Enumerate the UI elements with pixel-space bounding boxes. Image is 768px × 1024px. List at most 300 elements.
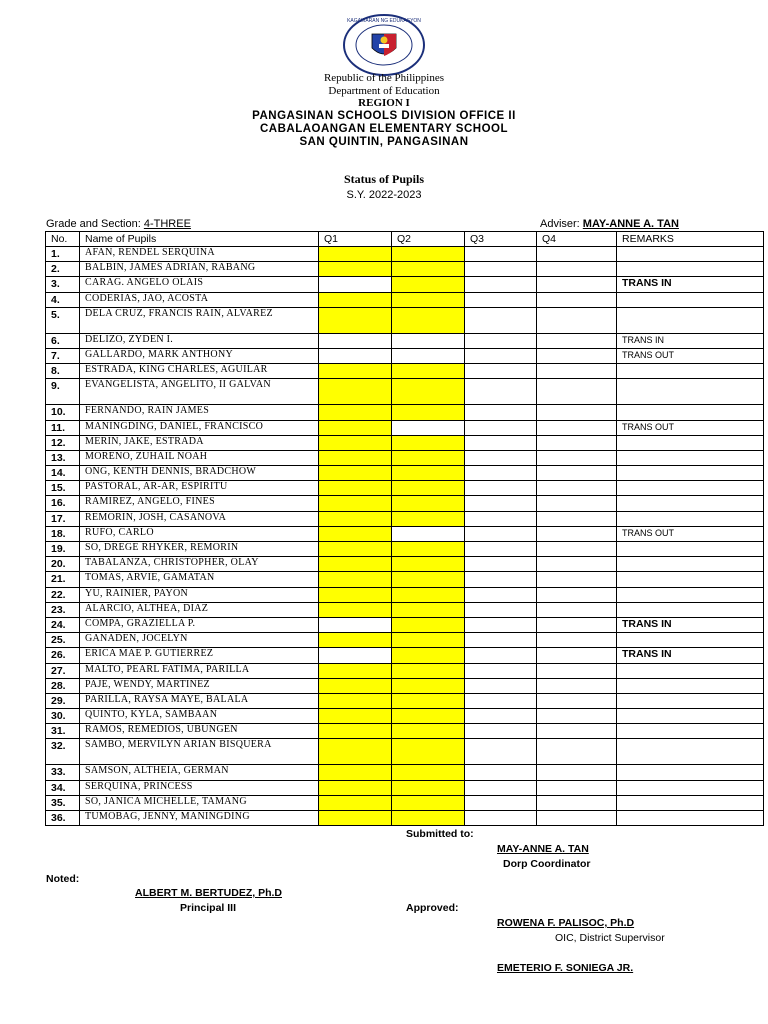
pupil-name: PARILLA, RAYSA MAYE, BALALA [80,693,319,708]
pupil-name: TABALANZA, CHRISTOPHER, OLAY [80,557,319,572]
pupil-name: ONG, KENTH DENNIS, BRADCHOW [80,466,319,481]
q1-cell [319,466,392,481]
pupil-name: GANADEN, JOCELYN [80,633,319,648]
q3-cell [465,348,537,363]
row-number: 22. [46,587,80,602]
q1-cell [319,496,392,511]
table-row [46,379,764,405]
q2-cell [392,333,465,348]
pupil-name: ESTRADA, KING CHARLES, AGUILAR [80,364,319,379]
remarks-cell [617,678,764,693]
q4-cell [537,765,617,780]
pupil-name: MANINGDING, DANIEL, FRANCISCO [80,420,319,435]
remarks-cell [617,765,764,780]
pupil-name: DELA CRUZ, FRANCIS RAIN, ALVAREZ [80,307,319,333]
remarks-cell: TRANS IN [617,277,764,292]
region-line: REGION I [358,97,410,109]
q2-cell [392,307,465,333]
pupil-name: ERICA MAE P. GUTIERREZ [80,648,319,663]
grade-label: Grade and Section: [46,218,144,230]
row-number: 11. [46,420,80,435]
q3-cell [465,709,537,724]
q2-cell [392,780,465,795]
q3-cell [465,496,537,511]
q3-cell [465,602,537,617]
table-row [46,765,764,780]
q2-cell [392,724,465,739]
q4-cell [537,587,617,602]
row-number: 20. [46,557,80,572]
q1-cell [319,678,392,693]
pupil-name: RUFO, CARLO [80,526,319,541]
row-number: 19. [46,542,80,557]
q4-cell [537,496,617,511]
q1-cell [319,364,392,379]
table-row [46,633,764,648]
table-row [46,724,764,739]
q2-cell [392,739,465,765]
col-q3: Q3 [465,232,537,247]
q1-cell [319,450,392,465]
division-line: PANGASINAN SCHOOLS DIVISION OFFICE II [252,110,516,122]
q2-cell [392,795,465,810]
col-no: No. [46,232,80,247]
remarks-cell: TRANS OUT [617,526,764,541]
q1-cell [319,602,392,617]
q4-cell [537,450,617,465]
q3-cell [465,811,537,826]
pupil-name: CARAG. ANGELO OLAIS [80,277,319,292]
q3-cell [465,724,537,739]
q3-cell [465,277,537,292]
q3-cell [465,247,537,262]
remarks-cell [617,262,764,277]
q1-cell [319,633,392,648]
q2-cell [392,511,465,526]
q2-cell [392,693,465,708]
q4-cell [537,247,617,262]
row-number: 18. [46,526,80,541]
q4-cell [537,542,617,557]
table-row [46,526,764,541]
remarks-cell: TRANS IN [617,333,764,348]
q1-cell [319,811,392,826]
row-number: 7. [46,348,80,363]
q1-cell [319,481,392,496]
location-line: SAN QUINTIN, PANGASINAN [299,136,469,148]
q2-cell [392,709,465,724]
q1-cell [319,511,392,526]
q1-cell [319,739,392,765]
pupil-name: SAMBO, MERVILYN ARIAN BISQUERA [80,739,319,765]
row-number: 24. [46,617,80,632]
remarks-cell: TRANS IN [617,617,764,632]
q3-cell [465,693,537,708]
department-line: Department of Education [328,85,440,97]
remarks-cell [617,247,764,262]
row-number: 16. [46,496,80,511]
q3-cell [465,262,537,277]
remarks-cell [617,693,764,708]
table-row [46,307,764,333]
q1-cell [319,765,392,780]
table-row [46,496,764,511]
row-number: 17. [46,511,80,526]
remarks-cell [617,379,764,405]
coordinator-title: Dorp Coordinator [503,858,591,870]
pupil-name: MALTO, PEARL FATIMA, PARILLA [80,663,319,678]
pupil-name: PAJE, WENDY, MARTINEZ [80,678,319,693]
q4-cell [537,262,617,277]
row-number: 15. [46,481,80,496]
row-number: 25. [46,633,80,648]
row-number: 23. [46,602,80,617]
col-remarks: REMARKS [617,232,764,247]
q1-cell [319,724,392,739]
q4-cell [537,557,617,572]
remarks-cell [617,542,764,557]
q3-cell [465,678,537,693]
pupil-name: SO, JANICA MICHELLE, TAMANG [80,795,319,810]
col-q4: Q4 [537,232,617,247]
table-body [46,247,764,826]
q2-cell [392,811,465,826]
table-row [46,466,764,481]
q3-cell [465,420,537,435]
q4-cell [537,693,617,708]
q1-cell [319,617,392,632]
supervisor-title: OIC, District Supervisor [555,932,665,944]
row-number: 2. [46,262,80,277]
q4-cell [537,511,617,526]
pupil-name: EVANGELISTA, ANGELITO, II GALVAN [80,379,319,405]
q4-cell [537,795,617,810]
row-number: 5. [46,307,80,333]
q2-cell [392,542,465,557]
remarks-cell: TRANS OUT [617,348,764,363]
q2-cell [392,262,465,277]
coordinator-name: MAY-ANNE A. TAN [497,843,589,855]
q3-cell [465,795,537,810]
pupil-name: SO, DREGE RHYKER, REMORIN [80,542,319,557]
pupil-name: REMORIN, JOSH, CASANOVA [80,511,319,526]
remarks-cell [617,780,764,795]
pupil-name: MERIN, JAKE, ESTRADA [80,435,319,450]
row-number: 36. [46,811,80,826]
row-number: 12. [46,435,80,450]
q4-cell [537,709,617,724]
approved-label: Approved: [406,902,459,914]
q4-cell [537,678,617,693]
q2-cell [392,420,465,435]
table-row [46,587,764,602]
q4-cell [537,648,617,663]
q2-cell [392,587,465,602]
q1-cell [319,307,392,333]
remarks-cell [617,663,764,678]
q3-cell [465,511,537,526]
row-number: 26. [46,648,80,663]
table-row [46,739,764,765]
q1-cell [319,292,392,307]
q1-cell [319,420,392,435]
remarks-cell [617,739,764,765]
q1-cell [319,780,392,795]
q3-cell [465,617,537,632]
q1-cell [319,348,392,363]
q4-cell [537,780,617,795]
remarks-cell [617,435,764,450]
q3-cell [465,572,537,587]
q4-cell [537,348,617,363]
q1-cell [319,333,392,348]
remarks-cell [617,466,764,481]
remarks-cell [617,724,764,739]
pupil-name: CODERIAS, JAO, ACOSTA [80,292,319,307]
q1-cell [319,663,392,678]
q1-cell [319,542,392,557]
q1-cell [319,693,392,708]
table-row [46,262,764,277]
q2-cell [392,247,465,262]
table-row [46,709,764,724]
last-signatory-name: EMETERIO F. SONIEGA JR. [497,962,634,974]
q2-cell [392,292,465,307]
q1-cell [319,405,392,420]
q4-cell [537,466,617,481]
pupil-name: RAMOS, REMEDIOS, UBUNGEN [80,724,319,739]
remarks-cell [617,572,764,587]
q3-cell [465,739,537,765]
q3-cell [465,435,537,450]
q3-cell [465,557,537,572]
row-number: 9. [46,379,80,405]
remarks-cell [617,602,764,617]
principal-name: ALBERT M. BERTUDEZ, Ph.D [135,887,282,899]
remarks-cell [617,795,764,810]
adviser [540,218,679,230]
remarks-cell [617,811,764,826]
q3-cell [465,633,537,648]
supervisor-name: ROWENA F. PALISOC, Ph.D [497,917,635,929]
q1-cell [319,572,392,587]
pupil-name: SERQUINA, PRINCESS [80,780,319,795]
grade-section [46,218,191,230]
remarks-cell [617,450,764,465]
q2-cell [392,348,465,363]
row-number: 8. [46,364,80,379]
q3-cell [465,526,537,541]
remarks-cell [617,557,764,572]
q1-cell [319,247,392,262]
q2-cell [392,435,465,450]
q2-cell [392,526,465,541]
q3-cell [465,663,537,678]
remarks-cell [617,633,764,648]
q4-cell [537,364,617,379]
row-number: 6. [46,333,80,348]
pupil-name: TOMAS, ARVIE, GAMATAN [80,572,319,587]
table-row [46,435,764,450]
adviser-value: MAY-ANNE A. TAN [582,218,679,230]
q2-cell [392,481,465,496]
q2-cell [392,572,465,587]
q4-cell [537,724,617,739]
q2-cell [392,617,465,632]
row-number: 10. [46,405,80,420]
table-row [46,405,764,420]
remarks-cell [617,709,764,724]
remarks-cell [617,587,764,602]
q4-cell [537,277,617,292]
q4-cell [537,420,617,435]
q4-cell [537,663,617,678]
q3-cell [465,765,537,780]
table-row [46,420,764,435]
adviser-label: Adviser: [540,218,583,230]
table-row [46,481,764,496]
grade-value: 4-THREE [143,218,191,230]
table-row [46,693,764,708]
table-row [46,542,764,557]
q1-cell [319,526,392,541]
svg-text:KAGAWARAN NG EDUKASYON: KAGAWARAN NG EDUKASYON [347,18,421,24]
q2-cell [392,678,465,693]
q4-cell [537,333,617,348]
table-row [46,247,764,262]
q3-cell [465,379,537,405]
row-number: 30. [46,709,80,724]
q1-cell [319,709,392,724]
q4-cell [537,811,617,826]
q2-cell [392,450,465,465]
q2-cell [392,633,465,648]
row-number: 1. [46,247,80,262]
q2-cell [392,364,465,379]
q3-cell [465,405,537,420]
row-number: 35. [46,795,80,810]
q1-cell [319,557,392,572]
remarks-cell [617,481,764,496]
row-number: 14. [46,466,80,481]
table-row [46,648,764,663]
pupil-name: ALARCIO, ALTHEA, DIAZ [80,602,319,617]
table-row [46,572,764,587]
pupils-status-table [45,231,764,826]
principal-title: Principal III [180,902,237,914]
table-header-row [46,232,764,247]
q4-cell [537,633,617,648]
remarks-cell: TRANS IN [617,648,764,663]
q3-cell [465,587,537,602]
school-year: S.Y. 2022-2023 [346,189,422,201]
q4-cell [537,307,617,333]
q4-cell [537,292,617,307]
q2-cell [392,466,465,481]
pupil-name: DELIZO, ZYDEN I. [80,333,319,348]
table-row [46,333,764,348]
q4-cell [537,481,617,496]
table-row [46,795,764,810]
pupil-name: GALLARDO, MARK ANTHONY [80,348,319,363]
remarks-cell [617,496,764,511]
table-row [46,617,764,632]
q3-cell [465,466,537,481]
q4-cell [537,602,617,617]
q3-cell [465,292,537,307]
q2-cell [392,557,465,572]
remarks-cell [617,511,764,526]
q4-cell [537,435,617,450]
deped-seal-logo [343,14,425,76]
table-row [46,511,764,526]
remarks-cell: TRANS OUT [617,420,764,435]
q4-cell [537,572,617,587]
q3-cell [465,364,537,379]
q1-cell [319,262,392,277]
q4-cell [537,739,617,765]
table-row [46,364,764,379]
q2-cell [392,648,465,663]
q3-cell [465,648,537,663]
submitted-to-label: Submitted to: [406,828,474,840]
table-row [46,277,764,292]
q2-cell [392,379,465,405]
row-number: 13. [46,450,80,465]
q2-cell [392,765,465,780]
row-number: 4. [46,292,80,307]
q3-cell [465,780,537,795]
q4-cell [537,526,617,541]
pupil-name: TUMOBAG, JENNY, MANINGDING [80,811,319,826]
pupil-name: AFAN, RENDEL SERQUINA [80,247,319,262]
q2-cell [392,663,465,678]
pupil-name: PASTORAL, AR-AR, ESPIRITU [80,481,319,496]
q2-cell [392,602,465,617]
remarks-cell [617,364,764,379]
table-row [46,780,764,795]
table-row [46,557,764,572]
table-row [46,292,764,307]
noted-label: Noted: [46,873,80,885]
pupil-name: BALBIN, JAMES ADRIAN, RABANG [80,262,319,277]
row-number: 29. [46,693,80,708]
q3-cell [465,333,537,348]
q2-cell [392,277,465,292]
q1-cell [319,435,392,450]
table-row [46,811,764,826]
q1-cell [319,587,392,602]
document-title: Status of Pupils [343,172,425,186]
row-number: 31. [46,724,80,739]
q3-cell [465,307,537,333]
q3-cell [465,481,537,496]
col-q2: Q2 [392,232,465,247]
col-name: Name of Pupils [80,232,319,247]
remarks-cell [617,405,764,420]
table-row [46,602,764,617]
pupil-name: QUINTO, KYLA, SAMBAAN [80,709,319,724]
q4-cell [537,617,617,632]
row-number: 28. [46,678,80,693]
republic-line: Republic of the Philippines [323,72,445,84]
table-row [46,663,764,678]
pupil-name: RAMIREZ, ANGELO, FINES [80,496,319,511]
col-q1: Q1 [319,232,392,247]
pupil-name: YU, RAINIER, PAYON [80,587,319,602]
row-number: 34. [46,780,80,795]
q1-cell [319,379,392,405]
